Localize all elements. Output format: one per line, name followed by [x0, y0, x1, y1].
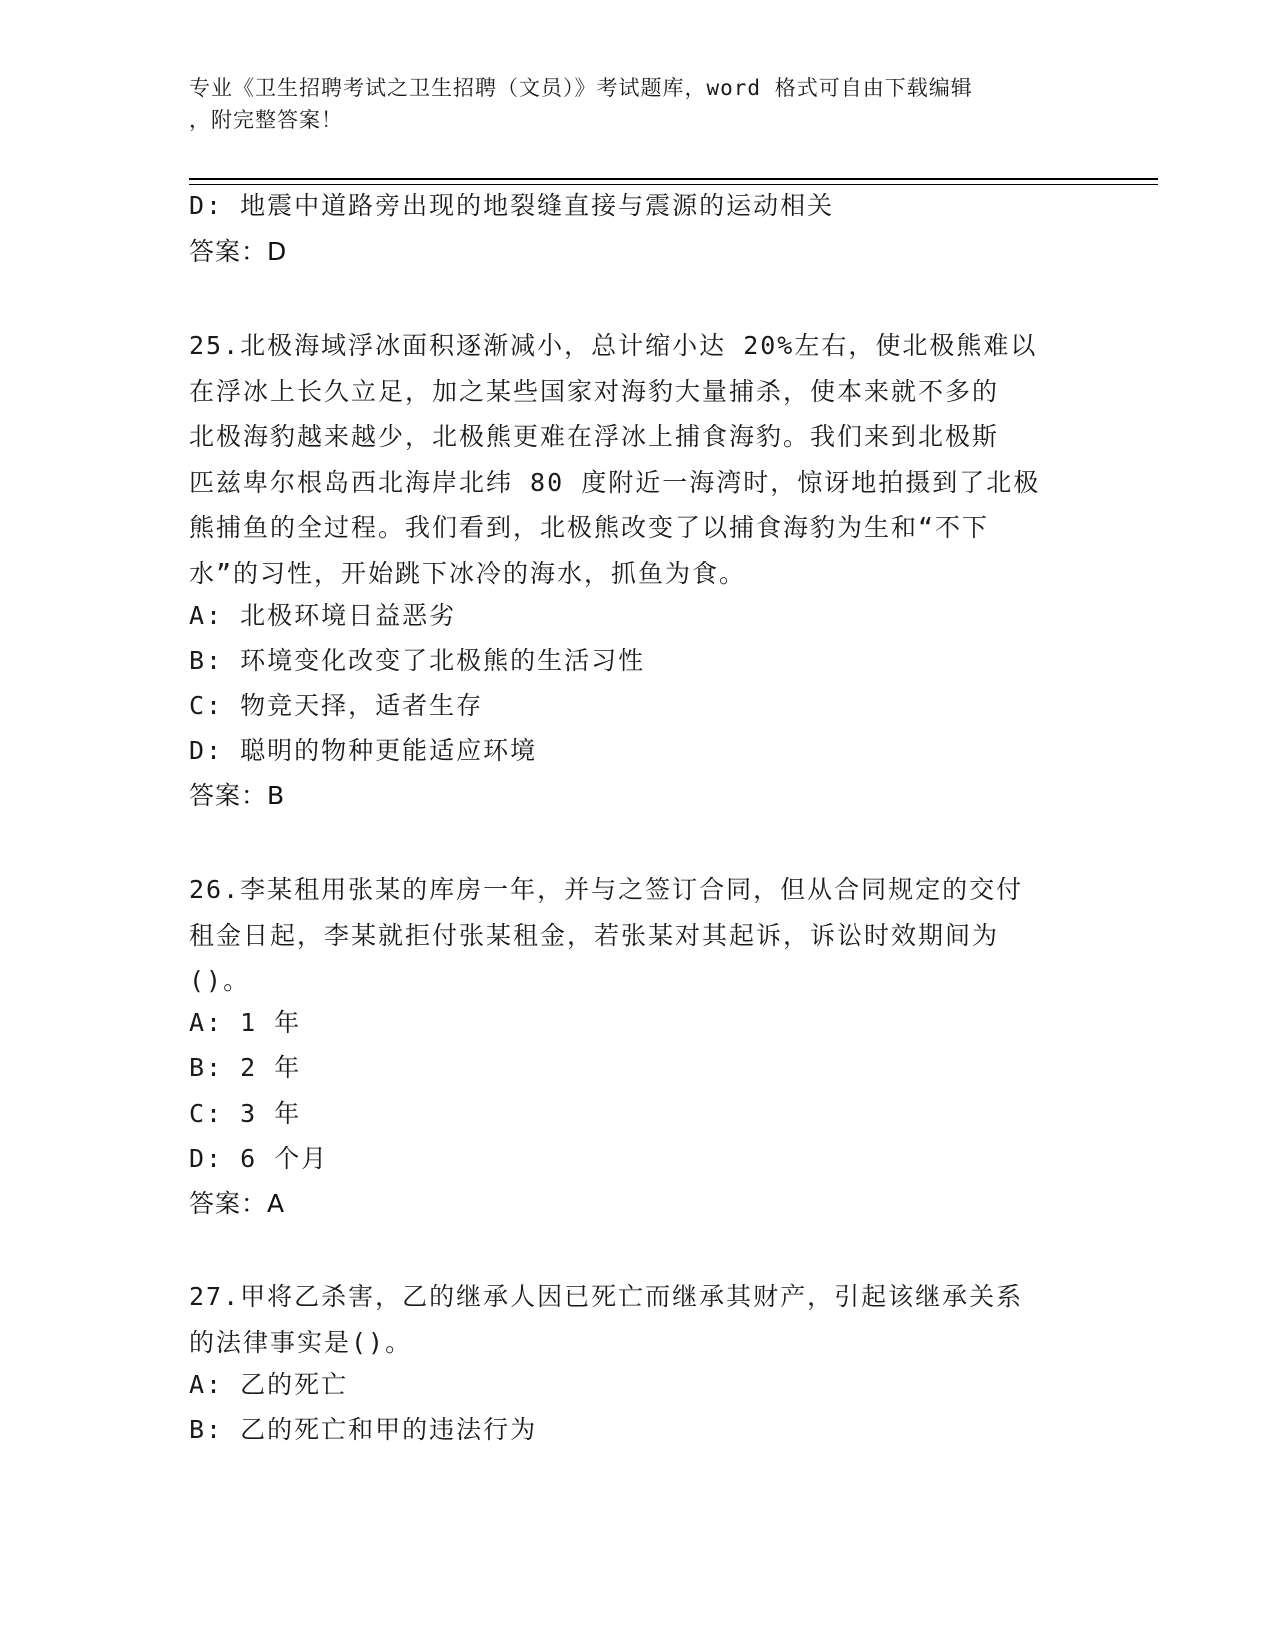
question-27-option-a: A: 乙的死亡	[189, 1370, 349, 1399]
question-25-line: 25.北极海域浮冰面积逐渐减小，总计缩小达 20%左右，使北极熊难以	[189, 331, 1038, 360]
question-25-line: 熊捕鱼的全过程。我们看到，北极熊改变了以捕食海豹为生和“不下	[189, 513, 990, 542]
question-27-line: 27.甲将乙杀害，乙的继承人因已死亡而继承其财产，引起该继承关系	[189, 1282, 1024, 1311]
question-27	[189, 1274, 1089, 1365]
question-26-option-c: C: 3 年	[189, 1099, 302, 1128]
question-26-option-a: A: 1 年	[189, 1008, 302, 1037]
question-27-line: 的法律事实是()。	[189, 1327, 413, 1357]
question-25-line: 匹兹卑尔根岛西北海岸北纬 80 度附近一海湾时，惊讶地拍摄到了北极	[189, 467, 1041, 497]
question-26-line: 租金日起，李某就拒付张某租金，若张某对其起诉，诉讼时效期间为	[189, 920, 1000, 950]
header-line-2: ，附完整答案！	[189, 108, 343, 132]
question-25-answer: 答案：B	[189, 781, 286, 810]
question-25-option-b: B: 环境变化改变了北极熊的生活习性	[189, 646, 646, 675]
question-27-option-b: B: 乙的死亡和甲的违法行为	[189, 1415, 538, 1444]
question-26-line: 26.李某租用张某的库房一年，并与之签订合同，但从合同规定的交付	[189, 875, 1024, 904]
question-25-option-d: D: 聪明的物种更能适应环境	[189, 736, 538, 765]
header-divider-thick	[189, 178, 1158, 180]
question-26	[189, 867, 1089, 1004]
question-26-answer: 答案：A	[189, 1189, 286, 1218]
header-line-1: 专业《卫生招聘考试之卫生招聘（文员）》考试题库，word 格式可自由下载编辑	[189, 76, 973, 100]
header-divider-thin	[189, 184, 1158, 185]
question-26-line: ()。	[189, 966, 251, 995]
question-25-line: 北极海豹越来越少，北极熊更难在浮冰上捕食海豹。我们来到北极斯	[189, 422, 1000, 451]
question-25-line: 在浮冰上长久立足，加之某些国家对海豹大量捕杀，使本来就不多的	[189, 376, 1000, 406]
question-26-option-b: B: 2 年	[189, 1053, 302, 1082]
question-25-option-a: A: 北极环境日益恶劣	[189, 601, 457, 630]
prev-answer: 答案：D	[189, 237, 288, 266]
question-25-line: 水”的习性，开始跳下冰冷的海水，抓鱼为食。	[189, 558, 747, 588]
question-25-option-c: C: 物竞天择，适者生存	[189, 691, 484, 720]
prev-option-d: D: 地震中道路旁出现的地裂缝直接与震源的运动相关	[189, 191, 835, 220]
question-26-option-d: D: 6 个月	[189, 1144, 329, 1173]
document-header	[189, 72, 1089, 136]
question-25	[189, 323, 1089, 596]
